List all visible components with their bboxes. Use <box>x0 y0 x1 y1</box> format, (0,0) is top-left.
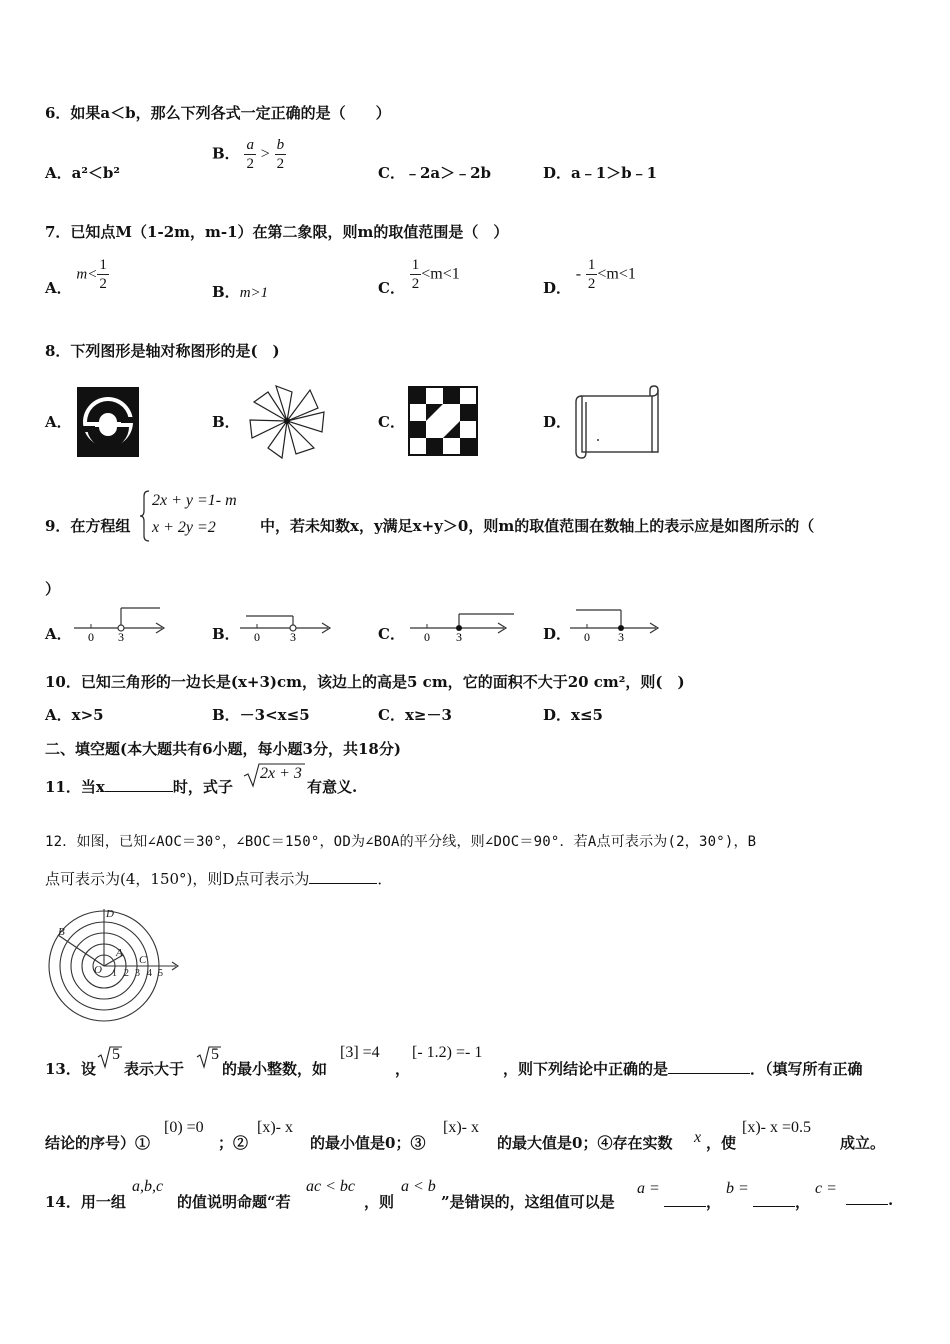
option-text: <m<1 <box>597 265 636 283</box>
tick-4: 4 <box>147 968 152 979</box>
q14-c-eq: c = <box>815 1180 837 1197</box>
option-text: m>1 <box>239 285 269 301</box>
q9-equation-2: x + 2y =2 <box>152 519 216 536</box>
tick-5: 5 <box>158 968 163 979</box>
q8-option-c-label[interactable]: C． <box>378 413 405 431</box>
label-d: D <box>106 908 114 920</box>
option-text: a²＜b² <box>71 164 120 182</box>
q13-tail: ．（填写所有正确 <box>750 1060 863 1078</box>
section-title: 二、填空题(本大题共有6小题，每小题3分，共18分) <box>45 740 401 758</box>
q13-s1: ；② <box>218 1134 249 1152</box>
number-line-a[interactable] <box>72 606 168 642</box>
q10-option-b[interactable]: B．－3<x≤5 <box>212 706 310 724</box>
comma: ， <box>795 1193 811 1211</box>
q13-s5: 成立。 <box>840 1134 886 1152</box>
label-a: A <box>116 947 123 959</box>
option-label: B． <box>212 144 240 163</box>
q13-pre: 13．设 <box>45 1060 96 1078</box>
option-label: D． <box>543 278 572 297</box>
option-text: a﹣1＞b﹣1 <box>571 164 658 182</box>
q14-condition: ac < bc <box>306 1178 355 1195</box>
q11-pre: 11．当x <box>45 778 105 796</box>
q14-conclusion: a < b <box>401 1178 436 1195</box>
polar-coordinate-figure <box>44 905 184 1030</box>
tick-0: 0 <box>424 630 430 644</box>
q9-option-d-label[interactable]: D． <box>543 625 572 643</box>
tick-0: 0 <box>88 630 94 644</box>
q13-expr-1: [0) =0 <box>164 1119 204 1136</box>
q7-option-b[interactable] <box>212 281 268 302</box>
q14-mid2: ，则 <box>364 1193 395 1211</box>
q9-stem-post: 中，若未知数x，y满足x+y＞0，则m的取值范围在数轴上的表示应是如图所示的（ <box>260 517 815 535</box>
q13-x-var: x <box>694 1129 702 1146</box>
figure-b-pinwheel-icon[interactable] <box>248 382 326 460</box>
sqrt-radicand: 5 <box>211 1046 219 1063</box>
q9-option-b-label[interactable]: B． <box>212 625 240 643</box>
q13-expr-2: [x)- x <box>257 1119 293 1136</box>
q8-option-d-label[interactable]: D． <box>543 413 572 431</box>
number-line-c[interactable] <box>408 606 518 642</box>
number-line-b[interactable] <box>238 606 334 642</box>
q12-line2-post: ． <box>377 870 393 888</box>
option-label: D． <box>543 164 572 182</box>
q14-mid3: ”是错误的，这组值可以是 <box>441 1193 615 1211</box>
tick-3: 3 <box>135 968 140 979</box>
q9-equation-1: 2x + y =1- m <box>152 492 237 509</box>
answer-blank[interactable] <box>846 1204 888 1205</box>
q13-s2: 的最小值是0；③ <box>310 1134 426 1152</box>
figure-d-scroll-icon[interactable] <box>574 386 660 460</box>
q10-option-d[interactable]: D．x≤5 <box>543 706 603 724</box>
tick-3: 3 <box>618 630 624 644</box>
q13-example-1: [3] =4 <box>340 1044 380 1061</box>
q8-option-a-label[interactable]: A． <box>45 413 72 431</box>
q11-post: 有意义. <box>307 778 358 796</box>
answer-blank[interactable] <box>105 791 173 792</box>
q14-vars: a,b,c <box>132 1178 164 1195</box>
fraction: $\frac{a}{2}$ <box>246 137 254 172</box>
fraction: $\frac{1}{2}$ <box>411 257 420 292</box>
q6-option-b[interactable] <box>212 136 286 173</box>
option-label: B． <box>212 283 240 301</box>
fraction: $\frac{b}{2}$ <box>276 137 285 172</box>
q7-stem: 7．已知点M（1-2m，m-1）在第二象限，则m的取值范围是（ ） <box>45 223 509 241</box>
q13-s4: ，使 <box>706 1134 737 1152</box>
fraction: $\frac{1}{2}$ <box>587 257 596 292</box>
answer-blank[interactable] <box>309 883 377 884</box>
q6-option-a[interactable] <box>45 162 120 183</box>
q6-option-d[interactable] <box>543 162 657 183</box>
q13-example-2: [- 1.2) =- 1 <box>412 1044 483 1061</box>
q9-stem-pre: 9．在方程组 <box>45 517 131 535</box>
q6-option-c[interactable] <box>378 162 491 183</box>
q6-stem: 6．如果a＜b，那么下列各式一定正确的是（ ） <box>45 104 391 122</box>
brace-icon <box>140 490 150 542</box>
option-text: <m<1 <box>421 265 460 283</box>
q9-option-a-label[interactable]: A． <box>45 625 72 643</box>
q13-mid1: 表示大于 <box>124 1060 185 1078</box>
fraction: $\frac{1}{2}$ <box>99 257 107 292</box>
tick-0: 0 <box>254 630 260 644</box>
q14-b-group <box>753 1191 810 1212</box>
q12-line2 <box>45 868 392 889</box>
q13-line2-a: 结论的序号）① <box>45 1134 151 1152</box>
q14-c-group <box>846 1191 893 1209</box>
tick-3: 3 <box>118 630 124 644</box>
operator: > <box>260 145 270 163</box>
option-label: A． <box>45 164 72 182</box>
minus-sign: - <box>575 265 582 283</box>
sqrt-radicand: 5 <box>112 1046 120 1063</box>
tick-2: 2 <box>124 968 129 979</box>
q13-post: ，则下列结论中正确的是 <box>503 1060 669 1078</box>
q14-mid1: 的值说明命题“若 <box>177 1193 291 1211</box>
q13-expr-4: [x)- x =0.5 <box>742 1119 812 1136</box>
option-label: A． <box>45 278 72 297</box>
q14-pre: 14．用一组 <box>45 1193 126 1211</box>
q10-stem: 10．已知三角形的一边长是(x+3)cm，该边上的高是5 cm，它的面积不大于20 cm²，则( ) <box>45 673 685 691</box>
q7-option-c[interactable] <box>378 256 460 297</box>
figure-a-swirl-icon[interactable] <box>77 387 139 457</box>
number-line-d[interactable] <box>568 606 664 642</box>
q14-a-group <box>664 1191 721 1212</box>
q12-line1: 12．如图，已知∠AOC＝30°，∠BOC＝150°，OD为∠BOA的平分线，则∠DOC＝90°．若A点可表示为(2，30°)，B <box>45 834 757 850</box>
q14-a-eq: a = <box>637 1180 660 1197</box>
answer-blank[interactable] <box>664 1206 706 1207</box>
q10-option-c[interactable]: C．x≥－3 <box>378 706 452 724</box>
tick-1: 1 <box>112 968 117 979</box>
option-label: C． <box>378 278 405 297</box>
q14-b-eq: b = <box>726 1180 749 1197</box>
q11-radicand: 2x + 3 <box>260 765 302 782</box>
option-label: C． <box>378 164 405 182</box>
label-o: O <box>94 964 102 976</box>
q7-option-a[interactable] <box>45 256 109 297</box>
q13-expr-3: [x)- x <box>443 1119 479 1136</box>
q13-post-group <box>503 1058 863 1079</box>
q13-s3: 的最大值是0；④存在实数 <box>497 1134 673 1152</box>
q13-mid2: 的最小整数，如 <box>222 1060 328 1078</box>
comma: ， <box>395 1060 411 1078</box>
q11-mid: 时，式子 <box>172 778 233 796</box>
q8-stem: 8．下列图形是轴对称图形的是( ) <box>45 342 280 360</box>
option-text: m< <box>76 266 98 283</box>
tick-0: 0 <box>584 630 590 644</box>
figure-c-checker-icon[interactable] <box>408 386 478 456</box>
answer-blank[interactable] <box>668 1073 750 1074</box>
tick-3: 3 <box>290 630 296 644</box>
q9-stem-end: ） <box>45 580 61 598</box>
option-text: ﹣2a＞﹣2b <box>404 164 492 182</box>
q12-line2-pre: 点可表示为(4，150°)，则D点可表示为 <box>45 870 310 888</box>
period: . <box>888 1191 894 1209</box>
label-c: C <box>139 954 147 966</box>
q7-option-d[interactable] <box>543 256 636 297</box>
q9-option-c-label[interactable]: C． <box>378 625 405 643</box>
comma: ， <box>706 1193 722 1211</box>
q11 <box>45 776 233 797</box>
q10-option-a[interactable]: A．x>5 <box>45 706 104 724</box>
tick-3: 3 <box>456 630 462 644</box>
label-b: B <box>58 926 65 938</box>
answer-blank[interactable] <box>753 1206 795 1207</box>
q8-option-b-label[interactable]: B． <box>212 413 240 431</box>
